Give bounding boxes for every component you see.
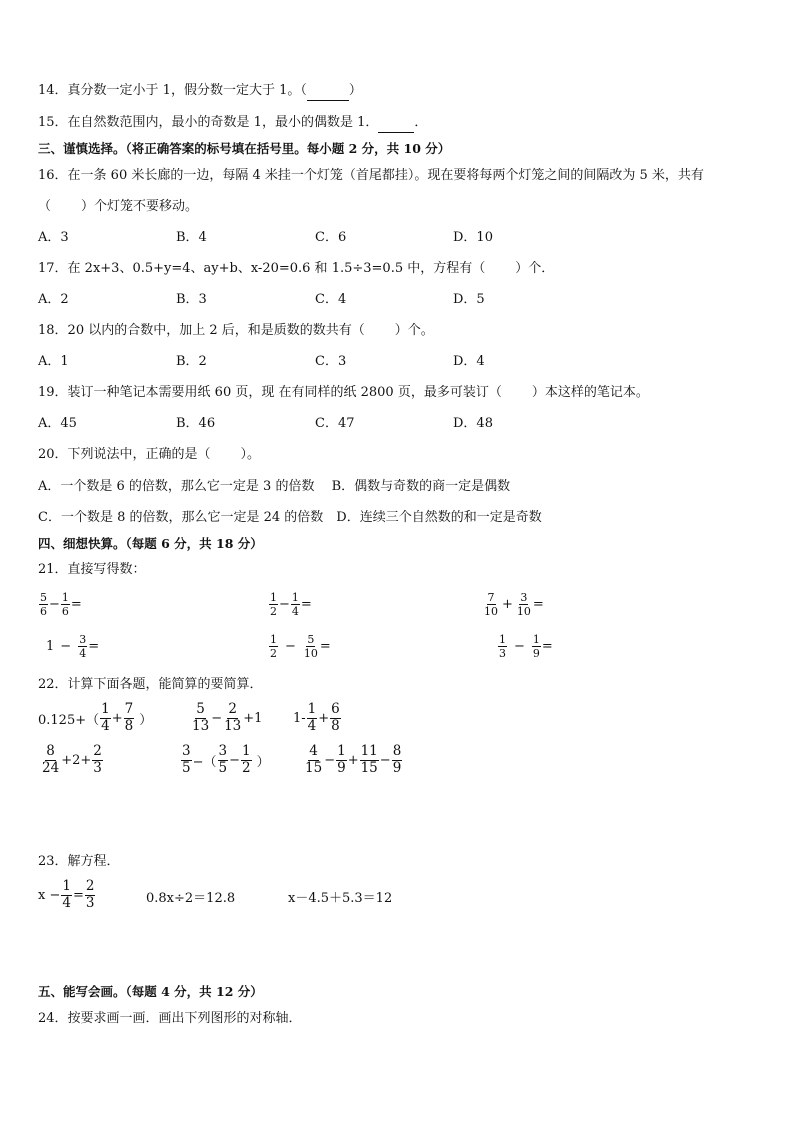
fraction: $\frac{8}{9}$ (392, 743, 402, 776)
question-15-text: 15．在自然数范围内，最小的奇数是 1，最小的偶数是 1． (38, 115, 379, 130)
fraction: $\frac{7}{10}$ (484, 591, 498, 618)
q23-equation-2: 0.8x÷2＝12.8 (146, 891, 236, 906)
fraction: $\frac{2}{3}$ (85, 878, 95, 911)
fraction: $\frac{1}{4}$ (62, 878, 71, 911)
option-a[interactable]: A．3 (38, 230, 69, 245)
section-5-heading: 五、能写会画。（每题 4 分，共 12 分） (38, 984, 263, 999)
answer-blank[interactable] (307, 82, 349, 101)
option-a[interactable]: A．2 (38, 292, 69, 307)
fraction: $\frac{5}{6}$ (40, 591, 47, 618)
q23-equation-1: x − $\frac{1}{4}$ = $\frac{2}{3}$ (38, 878, 95, 911)
q22-expr-5: $\frac{3}{5}$ −（ $\frac{3}{5}$ − $\frac{1}{2}$ ） (182, 743, 270, 776)
option-b[interactable]: B．3 (176, 292, 207, 307)
q21-expr-6: $\frac{1}{3}$ − $\frac{1}{9}$ = (499, 633, 553, 660)
question-24: 24．按要求画一画．画出下列图形的对称轴． (38, 1011, 302, 1026)
question-22-title: 22．计算下面各题，能简算的要简算． (38, 677, 263, 692)
answer-blank[interactable] (378, 114, 414, 133)
q22-expr-2: $\frac{5}{13}$ − $\frac{2}{13}$ +1 (192, 701, 263, 734)
fraction: $\frac{5}{10}$ (303, 633, 318, 660)
question-17: 17．在 2x+3、0.5+y=4、ay+b、x-20=0.6 和 1.5÷3=0.5 中，方程有（ ）个． (38, 261, 555, 276)
option-d[interactable]: D．48 (453, 416, 493, 431)
fraction: $\frac{2}{3}$ (93, 743, 102, 776)
fraction: $\frac{11}{15}$ (360, 743, 378, 776)
fraction: $\frac{6}{8}$ (331, 701, 340, 734)
question-19: 19．装订一种笔记本需要用纸 60 页，现 在有同样的纸 2800 页，最多可装订（ ）本这样的笔记本。 (38, 385, 649, 400)
option-c[interactable]: C．4 (315, 292, 347, 307)
fraction: $\frac{3}{10}$ (516, 591, 531, 618)
q22-expr-3: 1- $\frac{1}{4}$ + $\frac{6}{8}$ (293, 701, 340, 734)
q23-equation-3: x－4.5＋5.3＝12 (288, 891, 393, 906)
q21-expr-5: $\frac{1}{2}$ − $\frac{5}{10}$ = (270, 633, 331, 660)
question-14-tail: ） (348, 83, 362, 98)
q21-expr-2: $\frac{1}{2}$ − $\frac{1}{4}$ = (270, 591, 312, 618)
fraction: $\frac{1}{2}$ (242, 743, 251, 776)
fraction: $\frac{3}{5}$ (218, 743, 228, 776)
question-20: 20．下列说法中，正确的是（ ）。 (38, 447, 261, 462)
fraction: $\frac{3}{5}$ (182, 743, 191, 776)
fraction: $\frac{3}{4}$ (79, 633, 87, 660)
fraction: $\frac{4}{15}$ (305, 743, 323, 776)
option-c[interactable]: C．3 (315, 354, 347, 369)
option-b[interactable]: B．2 (176, 354, 207, 369)
fraction: $\frac{5}{13}$ (192, 701, 210, 734)
q22-expr-1: 0.125+（ $\frac{1}{4}$ + $\frac{7}{8}$ ） (38, 701, 153, 734)
question-23-title: 23．解方程． (38, 854, 120, 869)
question-20-options-ab[interactable]: A．一个数是 6 的倍数，那么它一定是 3 的倍数 B．偶数与奇数的商一定是偶数 (38, 479, 511, 494)
question-16-line1: 16．在一条 60 米长廊的一边，每隔 4 米挂一个灯笼（首尾都挂）。现在要将每两个灯笼之间的间隔改为 5 米，共有 (38, 168, 704, 183)
fraction: $\frac{1}{9}$ (532, 633, 540, 660)
option-c[interactable]: C．6 (315, 230, 347, 245)
fraction: $\frac{1}{9}$ (337, 743, 346, 776)
section-3-heading: 三、谨慎选择。（将正确答案的标号填在括号里。每小题 2 分，共 10 分） (38, 141, 451, 156)
fraction: $\frac{8}{24}$ (42, 743, 60, 776)
fraction: $\frac{1}{4}$ (307, 701, 317, 734)
q21-expr-4: 1 − $\frac{3}{4}$ = (46, 633, 100, 660)
option-d[interactable]: D．4 (453, 354, 485, 369)
fraction: $\frac{2}{13}$ (224, 701, 242, 734)
question-20-options-cd[interactable]: C．一个数是 8 的倍数，那么它一定是 24 的倍数 D．连续三个自然数的和一定是奇数 (38, 510, 542, 525)
option-a[interactable]: A．1 (38, 354, 69, 369)
fraction: $\frac{1}{2}$ (270, 591, 277, 618)
section-4-heading: 四、细想快算。（每题 6 分，共 18 分） (38, 536, 263, 551)
q22-expr-6: $\frac{4}{15}$ − $\frac{1}{9}$ + $\frac{11}{15}$ − $\frac{8}{9}$ (305, 743, 402, 776)
fraction: $\frac{1}{4}$ (291, 591, 299, 618)
question-15 (38, 114, 427, 133)
fraction: $\frac{1}{6}$ (61, 591, 69, 618)
fraction: $\frac{1}{2}$ (270, 633, 277, 660)
q21-expr-1: $\frac{5}{6}$ − $\frac{1}{6}$ = (40, 591, 82, 618)
fraction: $\frac{7}{8}$ (124, 701, 134, 734)
option-a[interactable]: A．45 (38, 416, 77, 431)
option-c[interactable]: C．47 (315, 416, 355, 431)
question-18: 18．20 以内的合数中，加上 2 后，和是质数的数共有（ ）个。 (38, 323, 434, 338)
question-15-tail: ． (414, 115, 428, 130)
option-d[interactable]: D．5 (453, 292, 485, 307)
option-b[interactable]: B．4 (176, 230, 207, 245)
option-b[interactable]: B．46 (176, 416, 216, 431)
q21-expr-3: $\frac{7}{10}$ + $\frac{3}{10}$ = (484, 591, 544, 618)
question-16-line2: （ ）个灯笼不要移动。 (38, 199, 199, 214)
question-14-text: 14．真分数一定小于 1，假分数一定大于 1。（ (38, 83, 307, 98)
option-d[interactable]: D．10 (453, 230, 493, 245)
fraction: $\frac{1}{4}$ (101, 701, 110, 734)
question-21-title: 21．直接写得数： (38, 562, 146, 577)
q22-expr-4: $\frac{8}{24}$ +2+ $\frac{2}{3}$ (42, 743, 102, 776)
fraction: $\frac{1}{3}$ (499, 633, 506, 660)
question-14 (38, 82, 362, 101)
